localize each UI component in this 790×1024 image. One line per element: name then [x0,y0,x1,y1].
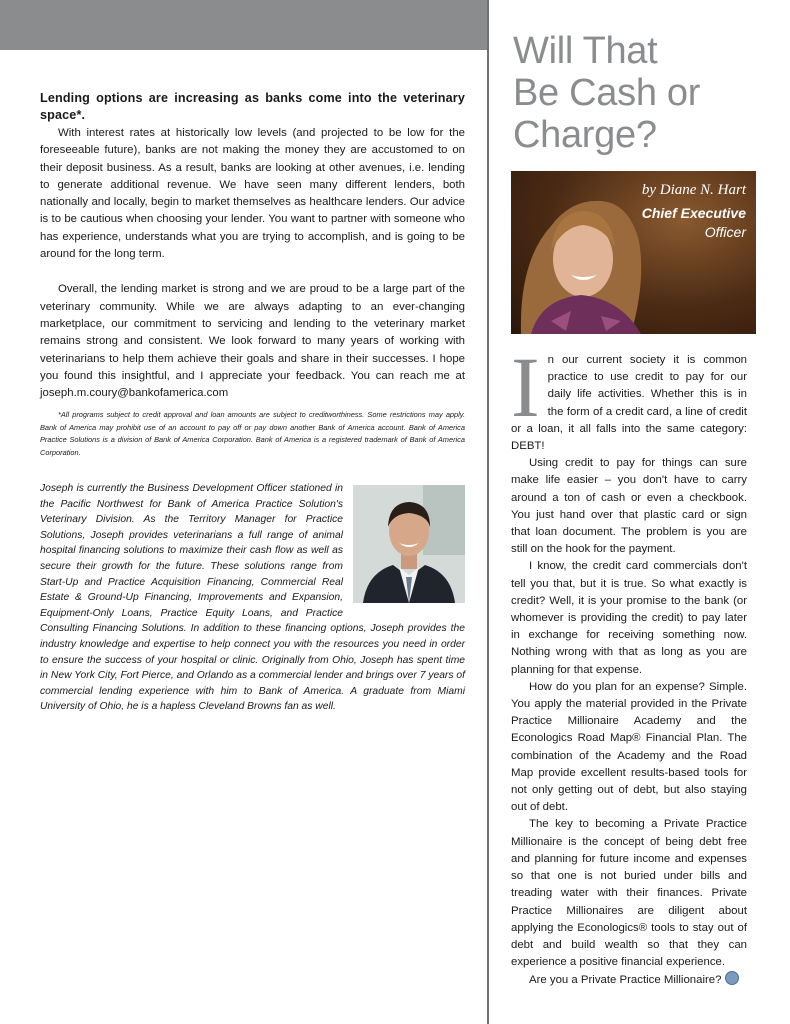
byline [642,180,746,241]
right-article [511,0,757,987]
end-mark-icon [725,971,739,985]
closing-text: Are you a Private Practice Millionaire? [529,974,722,987]
byline-role: Officer [704,224,746,240]
author-photo [511,171,756,334]
article-paragraph: Using credit to pay for things can sure make life easier – you don't have to carry around a ton of cash or even a checkbook. You just hand over that plastic card or sign that loan document. The problem is you are still on the hook for the payment. [511,457,747,556]
drop-cap: I [511,339,540,435]
article-body [511,339,747,990]
author-bio [40,481,465,715]
column-divider [487,0,489,1024]
article-title [513,30,757,156]
closing-line [511,971,747,989]
disclaimer-note: *All programs subject to credit approval and loan amounts are subject to creditworthiness. Some restrictions may apply. Bank of America may prohibit use of an account to pay off or pay down another Bank of America account. Bank of America Practice Solutions is a division of Bank of America Corporation. Bank of America is a registered trademark of Bank of America Corporation. [40,410,465,457]
article-paragraph: How do you plan for an expense? Simple. You apply the material provided in the Private Practice Millionaire Academy and the Econologics Road Map® Financial Plan. The combination of the Academy and the Road Map provide excellent results-based tools for not only getting out of debt, but also staying out of debt. [511,680,747,814]
byline-author: by Diane N. Hart [641,182,746,198]
left-article [40,90,465,459]
section-subhead: Lending options are increasing as banks come into the veterinary space*. [40,91,465,122]
article-paragraph: The key to becoming a Private Practice Millionaire is the concept of being debt free and planning for future income and expenses so that one is not buried under bills and treading water with their finances. Private Practice Millionaires are diligent about applying the Econologics® tools to stay out of debt and build wealth so that they can experience a positive financial experience. [511,818,747,969]
header-bar [0,0,487,50]
article-paragraph [511,339,747,455]
byline-role: Chief Executive [641,205,746,221]
body-paragraph: With interest rates at historically low levels (and projected to be low for the foreseeable future), banks are not making the money they are accustomed to on their deposit business. As a result, banks are looking at other avenues, i.e. lending to generate additional revenue. We have seen many different lenders, both nationally and locally, begin to market themselves as healthcare lenders. Our advice is to be cautious when choosing your lender. You want to partner with someone who has experience, understands what you are trying to accomplish, and is going to be around for the long term. [40,127,465,261]
body-paragraph: Overall, the lending market is strong and we are proud to be a large part of the veterinary community. While we are always adapting to an ever-changing marketplace, our commitment to servicing and lending to the veterinary market remains strong and consistent. We look forward to many years of working with veterinarians to help them achieve their goals and share in their successes. I hope you found this insightful, and I appreciate your feedback. You can reach me at joseph.m.coury@bankofamerica.com [40,283,465,400]
author-headshot-photo [353,485,465,603]
first-paragraph-text: n our current society it is common practice to use credit to pay for our daily life activities. Whether this is in the form of a credit card, a line of credit or a loan, it all falls into the same category: DEBT! [511,354,747,453]
bio-text: Joseph is currently the Business Development Officer stationed in the Pacific Northwest for Bank of America Practice Solution's Veterinary Division. As the Territory Manager for Practice Solutions, Joseph provides veterinarians a full range of animal hospital financing solutions to maximize their cash flow as well as secure their growth for the future. These solutions range from Start-Up and Practice Acquisition Financing, Commercial Real Estate & Ground-Up Financing, Improvements and Expansion, Equipment-Only Loans, Practice Equity Loans, and Practice Consulting Financing Solutions. In addition to these financing options, Joseph provides the industry knowledge and expertise to help connect you with the resources you need in order to ensure the success of your hospital or clinic. Originally from Ohio, Joseph has spent time in New York City, Fort Pierce, and Orlando as a commercial lender and brings over 7 years of commercial lending experience with him to Bank of America. A graduate from Miami University of Ohio, he is a hapless Cleveland Browns fan as well. [40,483,465,713]
article-paragraph: I know, the credit card commercials don't tell you that, but it is true. So what exactly is credit? Well, it is your promise to the bank (or whomever is providing the credit) to pay later in exchange for receiving something now. Nothing wrong with that as long as you are planning for that expense. [511,560,747,676]
title-line: Be Cash or [513,72,701,114]
title-line: Will That [513,30,658,72]
title-line: Charge? [513,114,657,156]
